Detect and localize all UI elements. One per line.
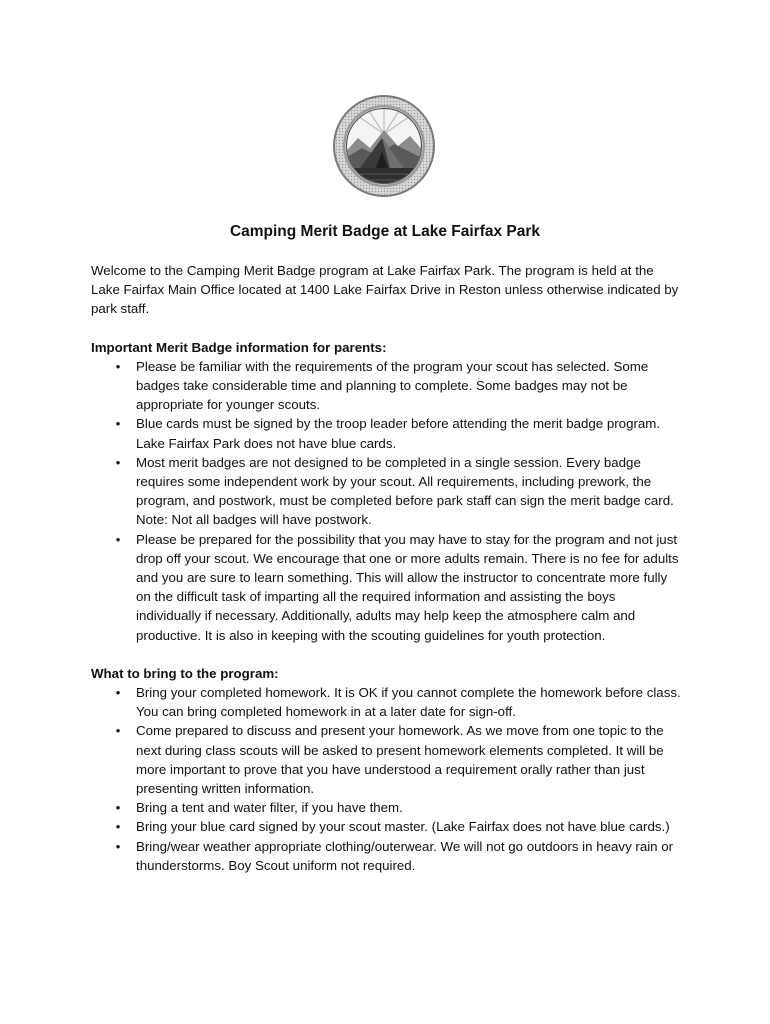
list-item-text: Bring a tent and water filter, if you have them. — [136, 800, 403, 816]
bullet-icon: • — [115, 819, 121, 835]
intro-paragraph: Welcome to the Camping Merit Badge program at Lake Fairfax Park. The program is held at the Lake Fairfax Main Office located at 1400 Lake Fairfax Drive in Reston unless otherwise indicated by park staff. — [91, 263, 679, 317]
list-item — [91, 837, 681, 875]
parents-info-list — [91, 357, 681, 645]
list-item-text: Blue cards must be signed by the troop leader before attending the merit badge program. Lake Fairfax Park does not have blue cards. — [136, 416, 661, 451]
bullet-icon: • — [115, 416, 121, 432]
list-item — [91, 530, 681, 645]
list-item-text: Please be familiar with the requirements of the program your scout has selected. Some badges take considerable time and planning to complete. Some badges may not be appropriate for younger scouts. — [136, 358, 649, 413]
bullet-icon: • — [115, 531, 121, 547]
section-heading-what-to-bring: What to bring to the program: — [91, 665, 279, 681]
list-item — [91, 798, 681, 817]
camping-merit-badge-icon — [332, 94, 436, 198]
list-item-text: Bring your completed homework. It is OK if you cannot complete the homework before class. You can bring completed homework in at a later date for sign-off. — [136, 685, 681, 720]
document-body — [91, 261, 681, 875]
list-item-text: Bring your blue card signed by your scout master. (Lake Fairfax does not have blue cards.) — [136, 819, 670, 835]
bullet-icon: • — [115, 454, 121, 470]
bullet-icon: • — [115, 800, 121, 816]
page-title: Camping Merit Badge at Lake Fairfax Park — [229, 223, 541, 240]
list-item — [91, 414, 681, 452]
list-item — [91, 357, 681, 415]
section-heading-parents: Important Merit Badge information for parents: — [91, 339, 387, 355]
list-item — [91, 453, 681, 530]
bullet-icon: • — [115, 838, 121, 854]
bullet-icon: • — [115, 358, 121, 374]
what-to-bring-list — [91, 683, 681, 875]
list-item — [91, 817, 681, 836]
bullet-icon: • — [115, 685, 121, 701]
list-item — [91, 683, 681, 721]
list-item-text: Come prepared to discuss and present your homework. As we move from one topic to the next during class scouts will be asked to present homework elements completed. It will be more important to prove that you have understood a requirement orally rather than just presenting written information. — [136, 723, 664, 797]
list-item — [91, 721, 681, 798]
list-item-text: Most merit badges are not designed to be completed in a single session. Every badge requires some independent work by your scout. All requirements, including prework, the program, and postwork, must be completed before park staff can sign the merit badge card. Note: Not all badges will have postwork. — [136, 454, 674, 528]
list-item-text: Please be prepared for the possibility that you may have to stay for the program and not just drop off your scout. We encourage that one or more adults remain. There is no fee for adults and you are sure to learn something. This will allow the instructor to concentrate more fully on the difficult task of imparting all the required information and assisting the boys individually if necessary. Additionally, adults may help keep the atmosphere calm and productive. It is also in keeping with the scouting guidelines for youth protection. — [136, 531, 679, 643]
bullet-icon: • — [115, 723, 121, 739]
list-item-text: Bring/wear weather appropriate clothing/outerwear. We will not go outdoors in heavy rain or thunderstorms. Boy Scout uniform not required. — [136, 838, 674, 873]
